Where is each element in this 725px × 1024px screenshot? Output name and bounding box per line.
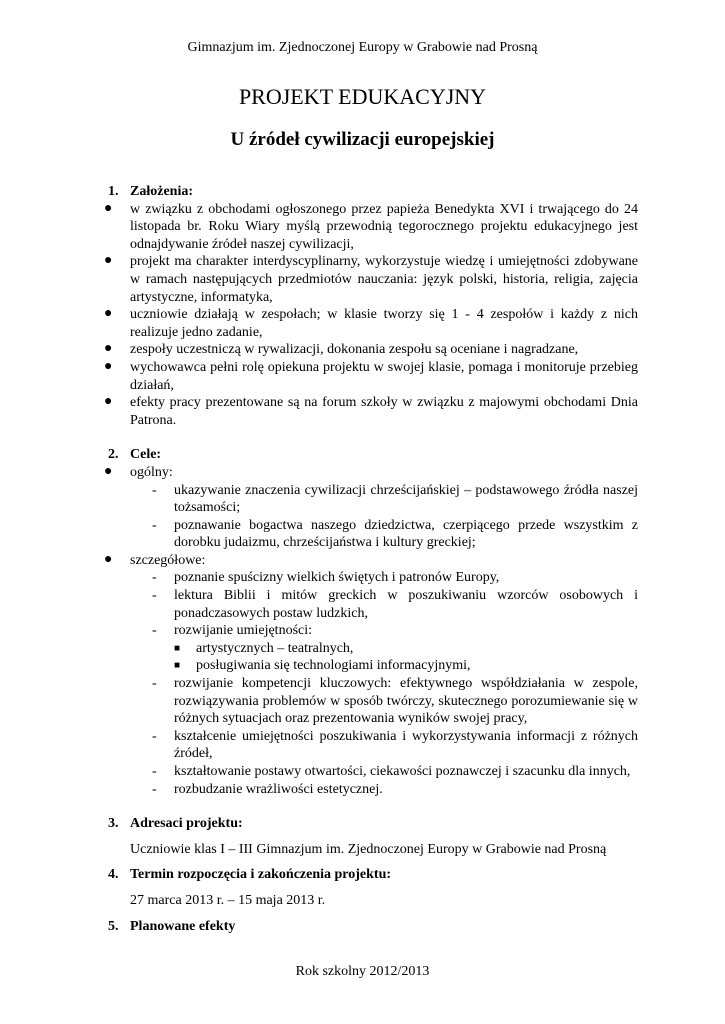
section-title: Cele:	[130, 447, 162, 463]
section-number: 5.	[108, 918, 119, 934]
section-3-text: Uczniowie klas I – III Gimnazjum im. Zjednoczonej Europy w Grabowie nad Prosną	[130, 841, 607, 857]
dash-icon: -	[152, 764, 157, 779]
sub-list-item: - rozwijanie umiejętności:	[152, 623, 313, 639]
sub-list-item: - lektura Biblii i mitów greckich w poszukiwaniu wzorców osobowych i ponadczasowych postaw ludzkich,	[152, 588, 638, 621]
list-item: ● efekty pracy prezentowane są na forum szkoły w związku z majowymi obchodami Dnia Patrona.	[104, 394, 638, 428]
dash-icon: -	[152, 728, 157, 744]
section-number: 3.	[108, 816, 119, 832]
square-bullet-icon: ■	[174, 660, 181, 672]
section-2-heading	[108, 446, 638, 464]
sub-list-item: - ukazywanie znaczenia cywilizacji chrześcijańskiej – podstawowego źródła naszej tożsamości;	[152, 482, 638, 516]
list-item-general: ● ogólny:	[104, 463, 173, 480]
dash-icon: -	[152, 676, 157, 692]
page-footer: Rok szkolny 2012/2013	[295, 964, 430, 979]
bullet-icon: ●	[104, 341, 113, 357]
dash-icon: -	[152, 517, 157, 533]
section-4-text: 27 marca 2013 r. – 15 maja 2013 r.	[130, 892, 326, 908]
sub-list-item: - poznanie spuścizny wielkich świętych i patronów Europy,	[152, 570, 500, 586]
bullet-icon: ●	[104, 358, 113, 374]
document-body	[104, 183, 638, 935]
section-number: 4.	[108, 867, 119, 883]
list-item: ● uczniowie działają w zespołach; w klasie tworzy się 1 - 4 zespołów i każdy z nich realizuje jedno zadanie,	[104, 306, 638, 340]
dash-icon: -	[152, 623, 157, 639]
dash-icon: -	[152, 588, 157, 604]
dash-icon: -	[152, 482, 157, 498]
sub-list-item: - kształcenie umiejętności poszukiwania i wykorzystywania informacji z różnych źródeł,	[152, 728, 638, 762]
sub-list-item: - rozbudzanie wrażliwości estetycznej.	[152, 781, 383, 797]
list-item-specific: ● szczegółowe:	[104, 551, 206, 568]
list-item: ● projekt ma charakter interdyscyplinarny, wykorzystuje wiedzę i umiejętności zdobywane w ramach następujących przedmiotów nauczania: język polski, historia, religia, zajęcia artystyczne, informatyka,	[104, 253, 638, 305]
sub-list-item: - poznawanie bogactwa naszego dziedzictwa, czerpiącego przede wszystkim z dorobku judaizmu, chrześcijaństwa i kultury greckiej;	[152, 517, 638, 551]
sub-list-item: - rozwijanie kompetencji kluczowych: efektywnego współdziałania w zespole, rozwiązywania problemów w sposób twórczy, skutecznego porozumiewanie się w różnych sytuacjach oraz prezentowania wyników swojej pracy,	[152, 676, 638, 727]
bullet-icon: ●	[104, 253, 113, 269]
section-title: Termin rozpoczęcia i zakończenia projektu:	[130, 867, 392, 883]
section-4-heading	[108, 866, 638, 884]
bullet-icon: ●	[104, 551, 113, 567]
bullet-icon: ●	[104, 463, 113, 479]
section-1-heading	[108, 183, 638, 201]
list-item: ● wychowawca pełni rolę opiekuna projektu w swojej klasie, pomaga i monitoruje przebieg działań,	[104, 358, 638, 393]
section-title: Założenia:	[130, 184, 193, 199]
sub-sub-list-item: ■ artystycznych – teatralnych,	[174, 640, 354, 656]
square-bullet-icon: ■	[174, 642, 181, 654]
section-number: 1.	[108, 184, 119, 199]
bullet-icon: ●	[104, 306, 113, 322]
page-subtitle: U źródeł cywilizacji europejskiej	[230, 129, 495, 150]
section-number: 2.	[108, 447, 119, 463]
dash-icon: -	[152, 781, 157, 797]
section-title: Adresaci projektu:	[130, 816, 243, 832]
bullet-icon: ●	[104, 394, 113, 410]
sub-list-item: - kształtowanie postawy otwartości, ciekawości poznawczej i szacunku dla innych,	[152, 764, 631, 779]
dash-icon: -	[152, 570, 157, 586]
list-item: ● w związku z obchodami ogłoszonego przez papieża Benedykta XVI i trwającego do 24 listopada br. Roku Wiary myślą przewodnią tegorocznego projektu edukacyjnego jest odnajdywanie źródeł naszej cywilizacji,	[104, 200, 638, 252]
bullet-icon: ●	[104, 200, 113, 216]
section-3-heading	[108, 815, 638, 833]
section-5-heading	[108, 918, 638, 936]
page-header: Gimnazjum im. Zjednoczonej Europy w Grabowie nad Prosną	[187, 40, 538, 55]
section-title: Planowane efekty	[130, 918, 236, 934]
list-item: ● zespoły uczestniczą w rywalizacji, dokonania zespołu są oceniane i nagradzane,	[104, 341, 579, 358]
sub-sub-list-item: ■ posługiwania się technologiami informacyjnymi,	[174, 658, 471, 674]
page-title: PROJEKT EDUKACYJNY	[238, 84, 487, 109]
